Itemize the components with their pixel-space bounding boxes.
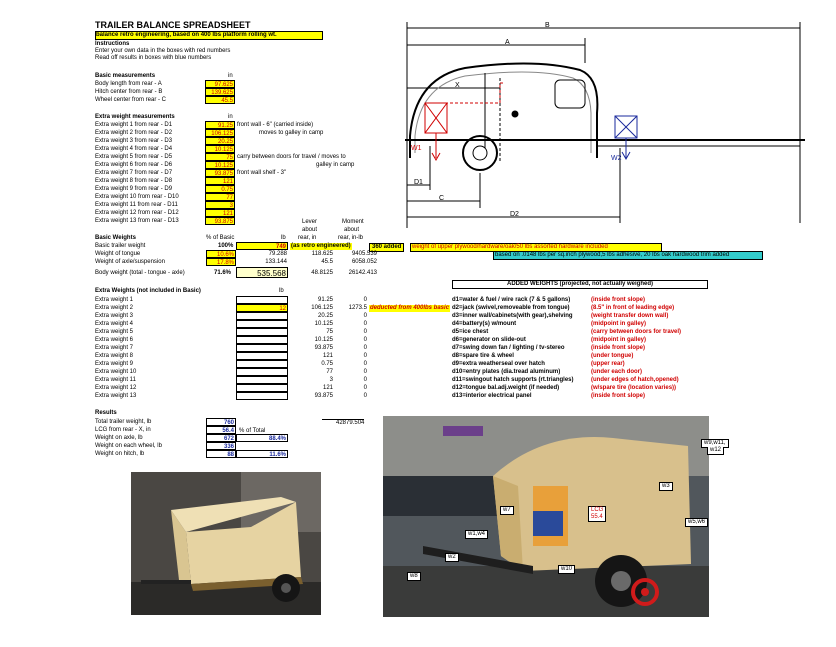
meas-row-note: carry between doors for travel / moves to [237, 154, 346, 160]
basic-weight-label: Basic trailer weight [95, 243, 146, 249]
added-weight-desc: d3=inner wall/cabinets(with gear),shelving [452, 313, 573, 319]
trailer-diagram [405, 18, 815, 228]
meas-row-input[interactable]: 10.125 [205, 145, 235, 153]
extra-weight-label: Extra weight 2 [95, 305, 134, 311]
input-wheel-center[interactable]: 45.5 [205, 96, 235, 104]
extra-weight-input[interactable] [236, 360, 288, 368]
added-weight-location: (midpoint in galley) [591, 337, 646, 343]
sheet-title: TRAILER BALANCE SPREADSHEET [95, 20, 251, 30]
moment-header-3: rear, in-lb [338, 235, 364, 241]
extra-weight-label: Extra weight 4 [95, 321, 134, 327]
extra-weight-input[interactable] [236, 328, 288, 336]
extra-weight-input[interactable] [236, 352, 288, 360]
photo-label-w5-w6: w5,w6 [685, 518, 708, 527]
extra-weight-label: Extra weight 3 [95, 313, 134, 319]
extra-weight-moment: 0 [363, 313, 367, 319]
added-weight-desc: d13=interior electrical panel [452, 393, 532, 399]
lever-header-3: rear, in [298, 235, 317, 241]
meas-row-label: Extra weight 9 from rear - D9 [95, 186, 173, 192]
extra-weight-label: Extra weight 7 [95, 345, 134, 351]
moment-header-1: Moment [342, 219, 364, 225]
extra-weight-moment: 0 [363, 385, 367, 391]
extra-weight-lever: 121 [322, 385, 333, 391]
dim-b-label: B [545, 22, 550, 29]
subtitle-banner: balance retro engineering, based on 400 lbs platform rolling wt. [95, 31, 323, 40]
basic-label-a: Body length from rear - A [95, 81, 162, 87]
tongue-weight-moment: 9405.539 [351, 251, 377, 257]
added-weight-desc: d8=spare tire & wheel [452, 353, 514, 359]
photo-label-w9-w11: w9,w11, [701, 439, 729, 448]
input-axle-pct[interactable]: 17.8% [206, 258, 236, 266]
dim-a-label: A [505, 39, 510, 46]
added-weight-desc: d7=swing down fan / lighting / tv-stereo [452, 345, 565, 351]
result-pct: 88.4% [236, 434, 288, 442]
extra-weight-lever: 10.125 [314, 321, 333, 327]
extra-measurements-heading: Extra weight measurements [95, 114, 175, 120]
added-weight-location: (midpoint in galley) [591, 321, 646, 327]
upper-plywood-note: weight of upper plywood/hardware/oak/50 lbs assorted hardware included [410, 243, 662, 252]
photo-label-lcg-value: 55.4 [588, 514, 606, 522]
meas-row-label: Extra weight 8 from rear - D8 [95, 178, 173, 184]
meas-row-label: Extra weight 5 from rear - D5 [95, 154, 173, 160]
added-weight-location: (under tongue) [591, 353, 634, 359]
pct-total-header: % of Total [239, 428, 266, 434]
meas-row-label: Extra weight 2 from rear - D2 [95, 130, 173, 136]
extra-weight-input[interactable] [236, 384, 288, 392]
meas-row-label: Extra weight 6 from rear - D6 [95, 162, 173, 168]
dim-d1-label: D1 [414, 179, 423, 186]
extra-weight-moment: 0 [363, 377, 367, 383]
body-weight-moment: 26142.413 [348, 270, 377, 276]
basic-measurements-heading: Basic measurements [95, 73, 156, 79]
extra-weight-input[interactable] [236, 376, 288, 384]
lb-header: lb [281, 235, 286, 241]
extra-weight-lever: 0.75 [321, 361, 333, 367]
moment-header-2: about [344, 227, 360, 233]
extra-weight-label: Extra weight 12 [95, 385, 137, 391]
photo-label-w1-w4: w1,w4 [465, 530, 488, 539]
basic-label-c: Wheel center from rear - C [95, 97, 167, 103]
extra-weight-lever: 93.875 [314, 345, 333, 351]
input-tongue-pct[interactable]: 10.6% [206, 250, 236, 258]
meas-row-input[interactable]: 75 [205, 153, 235, 161]
body-weight-label: Body weight (total - tongue - axle) [95, 270, 185, 276]
photo-label-w10: w10 [558, 565, 575, 574]
added-weight-location: (w/spare tire (location varies)) [591, 385, 677, 391]
deducted-note: deducted from 400lbs basic [370, 305, 450, 311]
extra-weight-input[interactable] [236, 312, 288, 320]
added-weight-desc: d2=jack (swivel,removeable from tongue) [452, 305, 570, 311]
result-value: 56.4 [206, 426, 236, 434]
added-weight-desc: d4=battery(s) w/mount [452, 321, 517, 327]
photo-label-w12: w12 [707, 447, 724, 455]
added-weight-location: (under edges of hatch,opened) [591, 377, 679, 383]
meas-row-note: front wall - 6" (carried inside) [237, 122, 314, 128]
meas-row-input[interactable]: 93.875 [205, 169, 235, 177]
extra-measurements-unit: in [228, 114, 233, 120]
extra-weight-label: Extra weight 13 [95, 393, 137, 399]
body-weight-pct: 71.6% [214, 270, 232, 276]
meas-row-input[interactable]: 20.25 [205, 137, 235, 145]
dim-x-label: X [455, 82, 460, 89]
added-weight-desc: d1=water & fuel / wire rack (7 & 5 gallons) [452, 297, 571, 303]
photo-label-lcg: LCG [588, 506, 606, 515]
input-body-length[interactable]: 97.625 [205, 80, 235, 88]
added-weight-location: (inside front slope) [591, 393, 645, 399]
extra-weight-label: Extra weight 10 [95, 369, 137, 375]
extra-weight-moment: 0 [363, 369, 367, 375]
pct-basic-header: % of Basic [206, 235, 235, 241]
result-label: Weight on each wheel, lb [95, 443, 162, 449]
added-weight-location: (under each door) [591, 369, 643, 375]
basic-label-b: Hitch center from rear - B [95, 89, 163, 95]
added-weight-location: (carry between doors for travel) [591, 329, 682, 335]
axle-weight-lever: 45.5 [321, 259, 333, 265]
meas-row-input[interactable]: 121 [205, 177, 235, 185]
added-weight-desc: d5=ice chest [452, 329, 489, 335]
extra-weight-lever: 3 [329, 377, 333, 383]
body-weight-lever: 48.8125 [311, 270, 333, 276]
basic-unit: in [228, 73, 233, 79]
photo-label-w3: w3 [659, 482, 673, 491]
added-weight-desc: d9=extra weatherseal over hatch [452, 361, 545, 367]
meas-row-label: Extra weight 10 from rear - D10 [95, 194, 179, 200]
added-weights-heading: ADDED WEIGHTS (projected, not actually weighed) [452, 280, 708, 289]
extra-weight-moment: 0 [363, 337, 367, 343]
body-weight-lb: 535.568 [236, 267, 288, 278]
added-note: 360 added [369, 243, 404, 252]
meas-row-input[interactable]: 0.75 [205, 185, 235, 193]
added-weight-location: (inside front slope) [591, 297, 645, 303]
result-value: 336 [206, 442, 236, 450]
meas-row-note: front wall shelf - 3" [237, 170, 287, 176]
dim-c-label: C [439, 195, 445, 202]
extra-weight-lever: 10.125 [314, 337, 333, 343]
trailer-photo-left [131, 472, 321, 615]
meas-row-label: Extra weight 1 from rear - D1 [95, 122, 173, 128]
meas-row-input[interactable]: 91.25 [205, 121, 235, 129]
extra-weight-lever: 77 [326, 369, 333, 375]
meas-row-input[interactable]: 3 [205, 201, 235, 209]
added-weight-desc: d10=entry plates (dia.tread aluminum) [452, 369, 561, 375]
extra-weight-label: Extra weight 9 [95, 361, 134, 367]
extra-weight-lever: 106.125 [311, 305, 333, 311]
extra-weight-input[interactable] [236, 296, 288, 304]
extra-weight-lever: 121 [322, 353, 333, 359]
meas-row-input[interactable]: 121 [205, 209, 235, 217]
added-weight-desc: d6=generator on slide-out [452, 337, 526, 343]
lever-header-1: Lever [302, 219, 318, 225]
meas-row-label: Extra weight 4 from rear - D4 [95, 146, 173, 152]
meas-row-label: Extra weight 13 from rear - D13 [95, 218, 179, 224]
extra-weight-lever: 20.25 [317, 313, 333, 319]
result-label: Total trailer weight, lb [95, 419, 152, 425]
photo-label-w7: w7 [500, 506, 514, 515]
result-label: LCG from rear - X, in [95, 427, 151, 433]
axle-weight-lb: 133.144 [265, 259, 287, 265]
extra-weight-moment: 0 [363, 353, 367, 359]
tongue-weight-lever: 118.625 [311, 251, 333, 257]
extra-weight-input[interactable] [236, 320, 288, 328]
input-hitch-center[interactable]: 139.625 [205, 88, 235, 96]
basic-weights-heading: Basic Weights [95, 235, 136, 241]
meas-row-note: moves to galley in camp [259, 130, 324, 136]
extra-weight-moment: 0 [363, 393, 367, 399]
meas-row-input[interactable]: 93.875 [205, 217, 235, 225]
meas-row-label: Extra weight 3 from rear - D3 [95, 138, 173, 144]
instruction-line-1: Enter your own data in the boxes with red numbers [95, 48, 231, 54]
tongue-weight-lb: 79.288 [268, 251, 287, 257]
extra-weight-label: Extra weight 8 [95, 353, 134, 359]
retro-engineered-note: (as retro engineered) [291, 243, 351, 249]
basic-weight-pct: 100% [218, 243, 234, 249]
result-label: Weight on hitch, lb [95, 451, 145, 457]
w1-label: W1 [411, 145, 422, 152]
added-weight-location: (weight transfer down wall) [591, 313, 669, 319]
instructions-label: Instructions [95, 41, 130, 47]
added-weight-desc: d11=swingout hatch supports (rt.triangles) [452, 377, 574, 383]
photo-label-w2: w2 [445, 553, 459, 562]
axle-weight-label: Weight of axle/suspension [95, 259, 165, 265]
dim-d2-label: D2 [510, 211, 519, 218]
extra-weight-moment: 1273.5 [348, 305, 367, 311]
added-weight-location: (upper rear) [591, 361, 625, 367]
extra-weight-moment: 0 [363, 297, 367, 303]
meas-row-input[interactable]: 106.125 [205, 129, 235, 137]
result-label: Weight on axle, lb [95, 435, 143, 441]
extra-weights-heading: Extra Weights (not included in Basic) [95, 288, 201, 294]
extra-weight-label: Extra weight 5 [95, 329, 134, 335]
result-value: 88 [206, 450, 236, 458]
extra-weight-lever: 93.875 [314, 393, 333, 399]
axle-weight-moment: 6058.052 [351, 259, 377, 265]
extra-weight-input[interactable] [236, 392, 288, 400]
extra-weight-lever: 91.25 [317, 297, 333, 303]
extra-weight-input[interactable]: 12 [236, 304, 288, 312]
result-value: 672 [206, 434, 236, 442]
extra-weight-moment: 0 [363, 345, 367, 351]
added-weight-location: (8.5" in front of leading edge) [591, 305, 675, 311]
extra-weight-label: Extra weight 1 [95, 297, 134, 303]
input-basic-weight[interactable]: 749 [236, 242, 288, 250]
extra-weight-input[interactable] [236, 368, 288, 376]
lever-header-2: about [302, 227, 318, 233]
result-pct: 11.6% [236, 450, 288, 458]
extra-weight-input[interactable] [236, 344, 288, 352]
w2-label: W2 [611, 155, 622, 162]
results-heading: Results [95, 410, 117, 416]
extra-weight-label: Extra weight 6 [95, 337, 134, 343]
extra-weight-label: Extra weight 11 [95, 377, 136, 383]
added-weight-desc: d12=tongue bal.adj.weight (if needed) [452, 385, 560, 391]
extra-weight-moment: 0 [363, 361, 367, 367]
plywood-density-note: based on .0148 lbs per sq.inch plywood,5 lbs adhesive, 20 lbs oak hardwood trim added [493, 251, 763, 260]
result-value: 760 [206, 418, 236, 426]
meas-row-note: galley in camp [316, 162, 355, 168]
total-moment: 42879.504 [322, 419, 364, 427]
meas-row-input[interactable]: 77 [205, 193, 235, 201]
meas-row-input[interactable]: 10.125 [205, 161, 235, 169]
extra-weight-moment: 0 [363, 329, 367, 335]
tongue-weight-label: Weight of tongue [95, 251, 141, 257]
meas-row-label: Extra weight 11 from rear - D11 [95, 202, 178, 208]
extra-weight-lever: 75 [326, 329, 333, 335]
trailer-photo-right [383, 416, 726, 617]
instruction-line-2: Read off results in boxes with blue numbers [95, 55, 212, 61]
extra-weight-input[interactable] [236, 336, 288, 344]
extra-weight-moment: 0 [363, 321, 367, 327]
added-weight-location: (inside front slope) [591, 345, 645, 351]
meas-row-label: Extra weight 7 from rear - D7 [95, 170, 173, 176]
meas-row-label: Extra weight 12 from rear - D12 [95, 210, 179, 216]
photo-label-w8: w8 [407, 572, 421, 581]
extra-weights-unit: lb [279, 288, 284, 294]
